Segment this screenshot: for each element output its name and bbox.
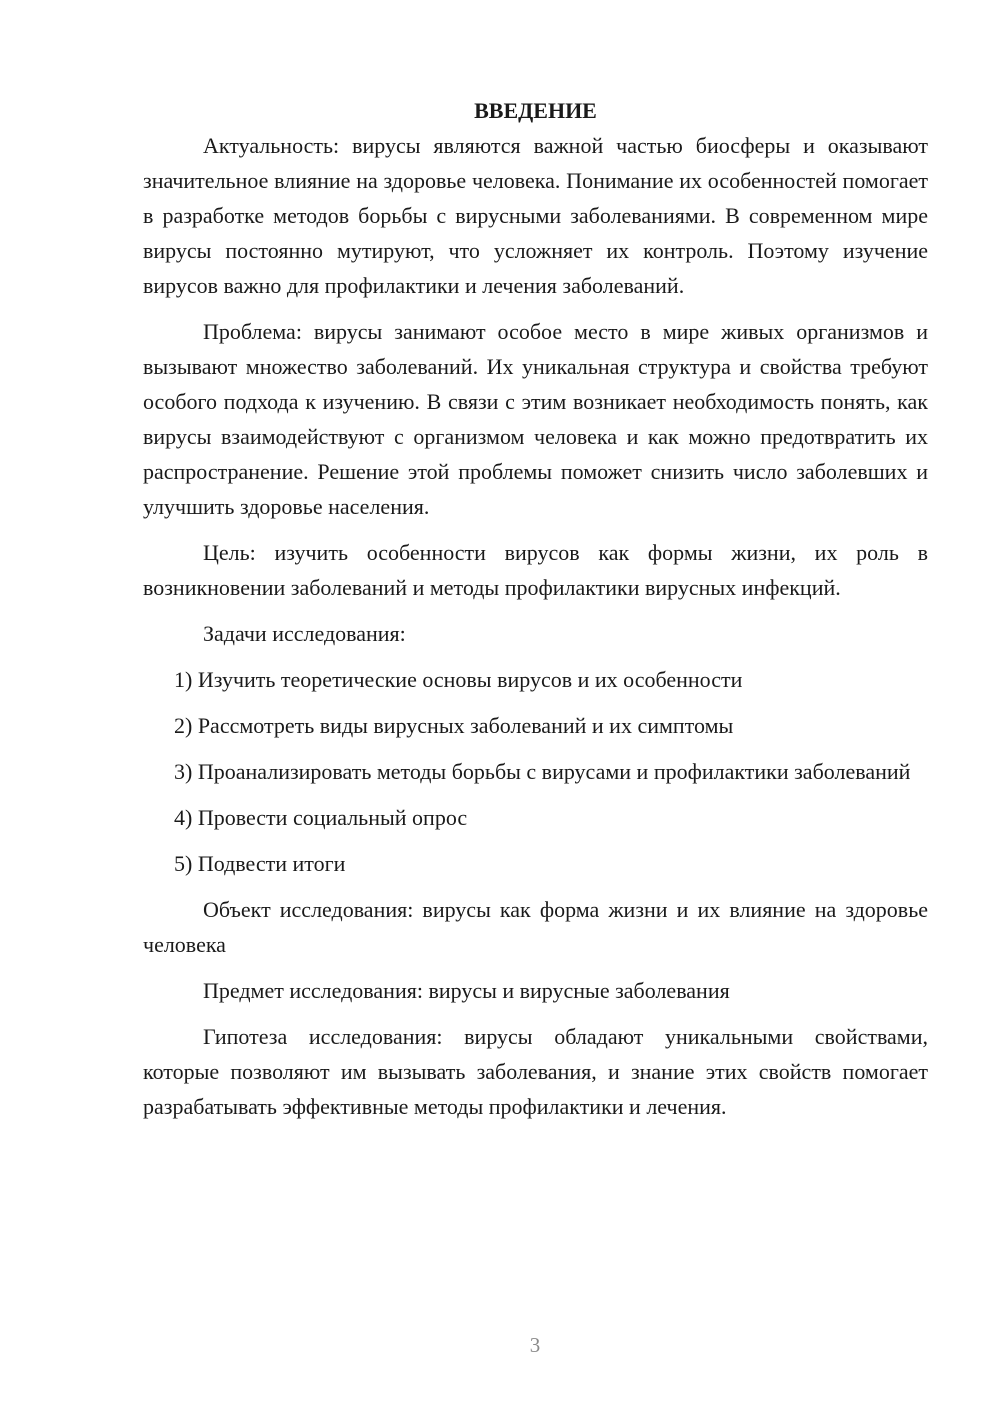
hypothesis-paragraph: Гипотеза исследования: вирусы обладают уникальными свойствами, которые позволяют им вызывать заболевания, и знание этих свойств помогает разрабатывать эффективные методы профилактики и лечения. (143, 1024, 928, 1119)
task-item-4: 4) Провести социальный опрос (174, 805, 468, 830)
task-item-2: 2) Рассмотреть виды вирусных заболеваний и их симптомы (174, 713, 734, 738)
task-item-3: 3) Проанализировать методы борьбы с вирусами и профилактики заболеваний (174, 759, 911, 784)
problem-paragraph: Проблема: вирусы занимают особое место в мире живых организмов и вызывают множество заболеваний. Их уникальная структура и свойства требуют особого подхода к изучению. В связи с этим возникает необходимость понять, как вирусы взаимодействуют с организмом человека и как можно предотвратить их распространение. Решение этой проблемы поможет снизить число заболевших и улучшить здоровье населения. (143, 319, 928, 519)
object-paragraph: Объект исследования: вирусы как форма жизни и их влияние на здоровье человека (143, 897, 928, 957)
tasks-heading: Задачи исследования: (203, 621, 406, 646)
subject-paragraph: Предмет исследования: вирусы и вирусные заболевания (203, 978, 730, 1003)
task-item-5: 5) Подвести итоги (174, 851, 346, 876)
section-heading: ВВЕДЕНИЕ (474, 98, 597, 123)
relevance-paragraph: Актуальность: вирусы являются важной частью биосферы и оказывают значительное влияние на здоровье человека. Понимание их особенностей помогает в разработке методов борьбы с вирусными заболеваниями. В современном мире вирусы постоянно мутируют, что усложняет их контроль. Поэтому изучение вирусов важно для профилактики и лечения заболеваний. (143, 133, 928, 298)
page-number: 3 (529, 1333, 541, 1357)
document-page (143, 93, 928, 1124)
task-item-1: 1) Изучить теоретические основы вирусов и их особенности (174, 667, 743, 692)
goal-paragraph: Цель: изучить особенности вирусов как формы жизни, их роль в возникновении заболеваний и методы профилактики вирусных инфекций. (143, 540, 928, 600)
